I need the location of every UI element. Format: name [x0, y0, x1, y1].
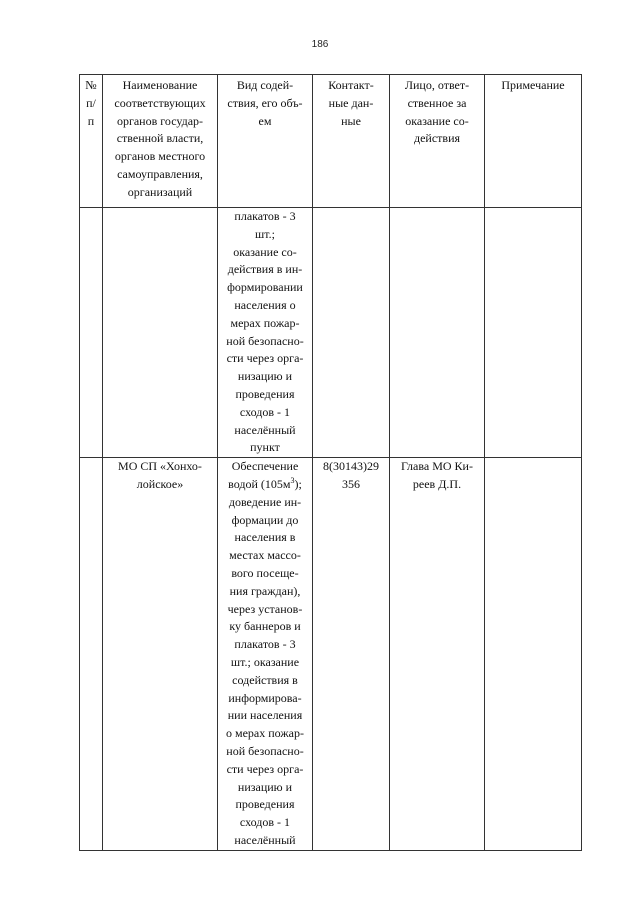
cell-contact-data: 8(30143)29 356	[313, 458, 390, 851]
cell-note	[485, 208, 582, 458]
cell-responsible-person: Глава МО Ки- реев Д.П.	[390, 458, 485, 851]
cell-responsible-person	[390, 208, 485, 458]
assistance-type-intro-end: );	[294, 476, 302, 491]
assistance-type-intro: Обеспечение водой (105м	[228, 459, 299, 491]
cell-number	[80, 208, 103, 458]
cell-assistance-type: плакатов - 3 шт.; оказание со- действия в ин- формировании населения о мерах пожар- ной безопасно- сти через орга- низацию и проведения сходов - 1 населённый пункт	[218, 208, 313, 458]
cell-assistance-type	[218, 458, 313, 851]
header-responsible-person: Лицо, ответ- ственное за оказание со- действия	[390, 75, 485, 208]
header-organization: Наименование соответствующих органов государ- ственной власти, органов местного самоуправления, организаций	[103, 75, 218, 208]
cubic-superscript: 3	[290, 475, 295, 485]
cell-contact-data	[313, 208, 390, 458]
cell-number	[80, 458, 103, 851]
table-header-row	[80, 75, 582, 208]
page-number: 186	[311, 39, 329, 50]
cell-note	[485, 458, 582, 851]
header-number: № п/ п	[80, 75, 103, 208]
cell-organization: МО СП «Хонхо- лойское»	[103, 458, 218, 851]
assistance-type-text: доведение ин- формации до населения в местах массо- вого посеще- ния граждан), через установ- ку баннеров и плакатов - 3 шт.; оказание содействия в информирова- нии населения о мерах пожар- ной безопасно- сти через орга- низацию и проведения сходов - 1 населённый	[226, 494, 304, 847]
assistance-table	[79, 74, 582, 851]
header-assistance-type: Вид содей- ствия, его объ- ем	[218, 75, 313, 208]
cell-organization	[103, 208, 218, 458]
table-row	[80, 458, 582, 851]
header-contact-data: Контакт- ные дан- ные	[313, 75, 390, 208]
table-row	[80, 208, 582, 458]
header-note: Примечание	[485, 75, 582, 208]
